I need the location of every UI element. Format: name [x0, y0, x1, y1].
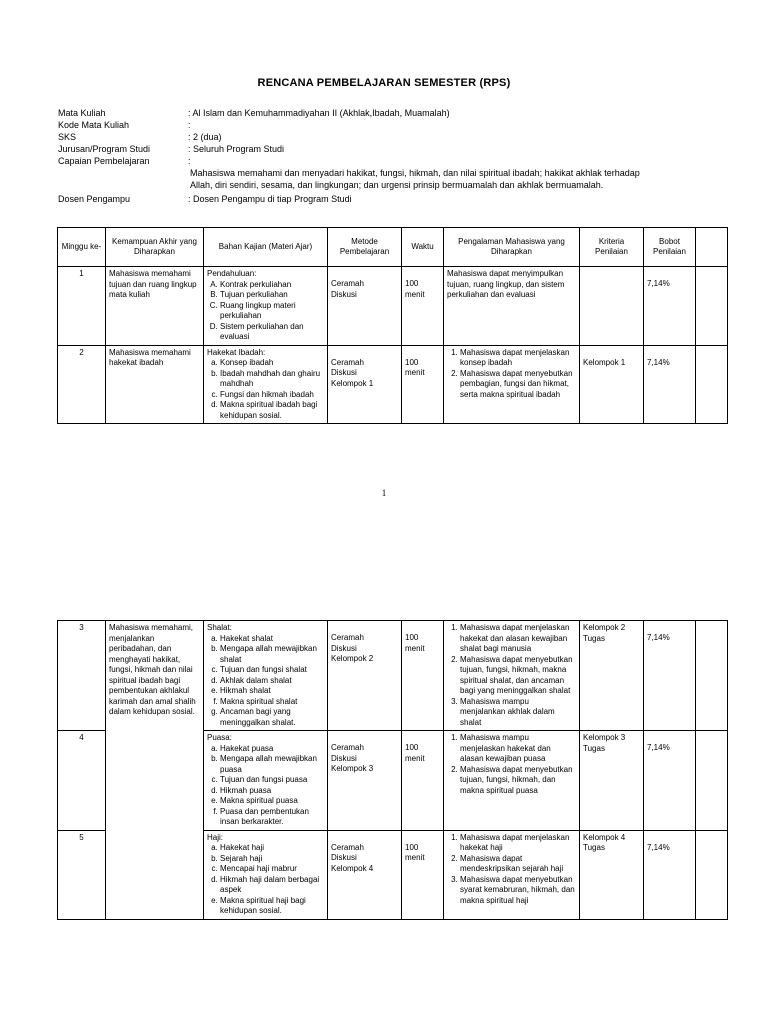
- capaian-line: Allah, diri sendiri, sesama, dan lingkungan; dan urgensi prinsip bermuamalah dan akhlak bermuamalah.: [190, 180, 604, 190]
- row-metode: [328, 345, 402, 424]
- pengalaman-item: 2. Mahasiswa dapat mendeskripsikan sejarah haji: [460, 854, 576, 875]
- bobot-value: 7,14%: [647, 743, 670, 752]
- table-row: [58, 267, 728, 346]
- bahan-title: Haji:: [207, 832, 224, 842]
- bahan-item: f. Puasa dan pembentukan insan berkarakter.: [220, 807, 324, 828]
- header-pengalaman: Pengalaman Mahasiswa yang Diharapkan: [444, 228, 580, 267]
- meta-value: :: [188, 156, 191, 166]
- row-pengalaman: Mahasiswa dapat menyimpulkan tujuan, ruang lingkup, dan sistem perkuliahan dan evaluasi: [444, 267, 580, 346]
- header-kriteria: Kriteria Penilaian: [580, 228, 644, 267]
- metode-line: Diskusi: [331, 643, 357, 653]
- bahan-item: b. Mengapa allah mewajibkan shalat: [220, 644, 324, 665]
- page-number: 1: [381, 488, 387, 498]
- header-bobot: Bobot Penilaian: [644, 228, 696, 267]
- bahan-title: Pendahuluan:: [207, 269, 257, 278]
- row-number: 2: [58, 345, 106, 424]
- meta-label: Kode Mata Kuliah: [58, 120, 130, 130]
- kriteria-line: Kelompok 2: [583, 623, 626, 632]
- bahan-item: e. Makna spiritual puasa: [220, 796, 324, 807]
- meta-value: : Dosen Pengampu di tiap Program Studi: [188, 194, 352, 204]
- row-empty: [696, 621, 728, 731]
- header-bahan: Bahan Kajian (Materi Ajar): [204, 228, 328, 267]
- metode-line: Ceramah: [331, 633, 364, 642]
- metode-line: Kelompok 4: [331, 863, 374, 873]
- waktu-value: 100 menit: [405, 279, 425, 299]
- row-metode: [328, 830, 402, 919]
- row-kriteria: [580, 731, 644, 831]
- row-kriteria: [580, 267, 644, 346]
- row-bahan: [204, 345, 328, 424]
- metode-line: Ceramah: [331, 743, 364, 752]
- rps-table-page-2: [57, 620, 728, 920]
- meta-value: : 2 (dua): [188, 132, 222, 142]
- bahan-item: d. Akhlak dalam shalat: [220, 676, 324, 687]
- meta-value: : Seluruh Program Studi: [188, 144, 285, 154]
- row-waktu: [402, 345, 444, 424]
- bobot-value: 7,14%: [647, 633, 670, 642]
- bahan-title: Shalat:: [207, 623, 232, 632]
- row-bobot: [644, 830, 696, 919]
- bahan-item: c. Mencapai haji mabrur: [220, 864, 324, 875]
- row-number: 1: [58, 267, 106, 346]
- kriteria-line: Kelompok 4: [583, 832, 626, 842]
- bahan-item: C. Ruang lingkup materi perkuliahan: [220, 301, 324, 322]
- pengalaman-item: 3. Mahasiswa dapat menyebutkan syarat kemabruran, hikmah, dan makna spiritual haji: [460, 875, 576, 907]
- pengalaman-item: 2. Mahasiswa dapat menyebutkan tujuan, fungsi, hikmah, makna spiritual shalat, dan ancaman bagi yang meninggalkan shalat: [460, 655, 576, 697]
- row-empty: [696, 267, 728, 346]
- row-waktu: [402, 267, 444, 346]
- header-empty: [696, 228, 728, 267]
- metode-line: Kelompok 1: [331, 378, 374, 388]
- bobot-value: 7,14%: [647, 842, 670, 852]
- bahan-item: g. Ancaman bagi yang meninggalkan shalat.: [220, 707, 324, 728]
- bahan-item: b. Sejarah haji: [220, 854, 324, 865]
- bahan-item: B. Tujuan perkuliahan: [220, 290, 324, 301]
- row-number: 4: [58, 731, 106, 831]
- metode-line: Ceramah: [331, 279, 364, 288]
- pengalaman-item: 1. Mahasiswa dapat menjelaskan hakekat haji: [460, 833, 576, 854]
- meta-row-sks: [58, 131, 718, 143]
- bobot-value: 7,14%: [647, 279, 670, 288]
- bahan-title: Puasa:: [207, 733, 232, 742]
- metode-line: Diskusi: [331, 753, 357, 763]
- row-kemampuan: Mahasiswa memahami tujuan dan ruang lingkup mata kuliah: [106, 267, 204, 346]
- kriteria-line: Kelompok 3: [583, 733, 626, 742]
- capaian-line: Mahasiswa memahami dan menyadari hakikat, fungsi, hikmah, dan nilai spiritual ibadah; hakikat akhlak terhadap: [190, 168, 640, 178]
- table-row: [58, 621, 728, 731]
- bahan-title: Hakekat Ibadah:: [207, 347, 266, 357]
- row-bobot: [644, 267, 696, 346]
- metode-line: Ceramah: [331, 357, 364, 367]
- pengalaman-item: 2. Mahasiswa dapat menyebutkan pembagian, fungsi dan hikmat, serta makna spiritual ibadah: [460, 369, 576, 401]
- row-waktu: [402, 731, 444, 831]
- row-number: 3: [58, 621, 106, 731]
- course-meta: [58, 107, 718, 205]
- pengalaman-item: 1. Mahasiswa mampu menjelaskan hakekat dan alasan kewajiban puasa: [460, 733, 576, 765]
- bahan-item: f. Makna spiritual shalat: [220, 697, 324, 708]
- meta-label: Mata Kuliah: [58, 108, 106, 118]
- bahan-item: a. Hakekat haji: [220, 843, 324, 854]
- pengalaman-item: 1. Mahasiswa dapat menjelaskan hakekat dan alasan kewajiban shalat bagi manusia: [460, 623, 576, 655]
- meta-row-jurusan: [58, 143, 718, 155]
- row-bahan: [204, 731, 328, 831]
- row-metode: [328, 731, 402, 831]
- header-waktu: Waktu: [402, 228, 444, 267]
- bahan-item: d. Hikmah puasa: [220, 786, 324, 797]
- bahan-item: a. Hakekat puasa: [220, 744, 324, 755]
- row-pengalaman: [444, 621, 580, 731]
- pengalaman-item: 3. Mahasiswa mampu menjalankan akhlak dalam shalat: [460, 697, 576, 729]
- bahan-item: D. Sistem perkuliahan dan evaluasi: [220, 322, 324, 343]
- row-empty: [696, 830, 728, 919]
- row-bahan: [204, 267, 328, 346]
- meta-label: SKS: [58, 132, 77, 142]
- metode-line: Kelompok 3: [331, 764, 374, 773]
- meta-label: Jurusan/Program Studi: [58, 144, 151, 154]
- row-kemampuan: Mahasiswa memahami, menjalankan peribadahan, dan menghayati hakikat, fungsi, hikmah dan nilai spiritual ibadah bagi pembentukan akhlakul karimah dan amal shalih dalam kehidupan sosial.: [106, 621, 204, 920]
- bahan-item: d. Makna spiritual ibadah bagi kehidupan sosial.: [220, 400, 324, 421]
- kriteria-value: Kelompok 1: [583, 357, 626, 367]
- row-empty: [696, 345, 728, 424]
- header-metode: Metode Pembelajaran: [328, 228, 402, 267]
- bahan-item: c. Tujuan dan fungsi shalat: [220, 665, 324, 676]
- meta-value: : Al Islam dan Kemuhammadiyahan II (Akhlak,Ibadah, Muamalah): [188, 108, 450, 118]
- row-waktu: [402, 621, 444, 731]
- metode-line: Kelompok 2: [331, 654, 374, 663]
- row-bobot: [644, 621, 696, 731]
- bahan-item: d. Hikmah haji dalam berbagai aspek: [220, 875, 324, 896]
- row-bobot: [644, 731, 696, 831]
- bahan-item: A. Kontrak perkuliahan: [220, 280, 324, 291]
- row-kemampuan: Mahasiswa memahami hakekat ibadah: [106, 345, 204, 424]
- bahan-item: e. Hikmah shalat: [220, 686, 324, 697]
- row-pengalaman: [444, 345, 580, 424]
- header-minggu: Minggu ke-: [58, 228, 106, 267]
- kriteria-line: Tugas: [583, 843, 605, 852]
- kriteria-line: Tugas: [583, 743, 605, 753]
- table-row: [58, 345, 728, 424]
- row-bahan: [204, 621, 328, 731]
- metode-line: Diskusi: [331, 289, 357, 299]
- row-bahan: [204, 830, 328, 919]
- row-pengalaman: [444, 731, 580, 831]
- bahan-item: b. Mengapa allah mewajibkan puasa: [220, 754, 324, 775]
- page-title: RENCANA PEMBELAJARAN SEMESTER (RPS): [257, 77, 511, 89]
- meta-row-dosen: [58, 193, 718, 205]
- meta-row-kode: [58, 119, 718, 131]
- row-empty: [696, 731, 728, 831]
- table-header-row: [58, 228, 728, 267]
- meta-label: Dosen Pengampu: [58, 194, 131, 204]
- row-kriteria: [580, 830, 644, 919]
- bahan-item: b. Ibadah mahdhah dan ghairu mahdhah: [220, 369, 324, 390]
- header-kemampuan: Kemampuan Akhir yang Diharapkan: [106, 228, 204, 267]
- kriteria-line: Tugas: [583, 633, 605, 643]
- bahan-item: a. Hakekat shalat: [220, 634, 324, 645]
- meta-row-mata-kuliah: [58, 107, 718, 119]
- row-number: 5: [58, 830, 106, 919]
- bahan-item: e. Makna spiritual haji bagi kehidupan sosial.: [220, 896, 324, 917]
- bahan-item: c. Fungsi dan hikmah ibadah: [220, 390, 324, 401]
- metode-line: Diskusi: [331, 368, 357, 377]
- row-metode: [328, 267, 402, 346]
- meta-value: :: [188, 120, 191, 130]
- waktu-value: 100 menit: [405, 743, 425, 763]
- bobot-value: 7,14%: [647, 357, 670, 367]
- bahan-item: c. Tujuan dan fungsi puasa: [220, 775, 324, 786]
- row-metode: [328, 621, 402, 731]
- row-bobot: [644, 345, 696, 424]
- metode-line: Ceramah: [331, 842, 364, 852]
- bahan-item: a. Konsep ibadah: [220, 358, 324, 369]
- pengalaman-item: 1. Mahasiswa dapat menjelaskan konsep ibadah: [460, 348, 576, 369]
- row-kriteria: [580, 345, 644, 424]
- waktu-value: 100 menit: [405, 633, 425, 653]
- waktu-value: 100 menit: [405, 842, 425, 862]
- row-kriteria: [580, 621, 644, 731]
- pengalaman-item: 2. Mahasiswa dapat menyebutkan tujuan, fungsi, hikmah, dan makna spiritual puasa: [460, 765, 576, 797]
- meta-label: Capaian Pembelajaran: [58, 156, 150, 166]
- row-waktu: [402, 830, 444, 919]
- metode-line: Diskusi: [331, 853, 357, 862]
- row-pengalaman: [444, 830, 580, 919]
- waktu-value: 100 menit: [405, 357, 425, 377]
- meta-row-capaian: [58, 155, 718, 167]
- rps-table-page-1: [57, 227, 728, 424]
